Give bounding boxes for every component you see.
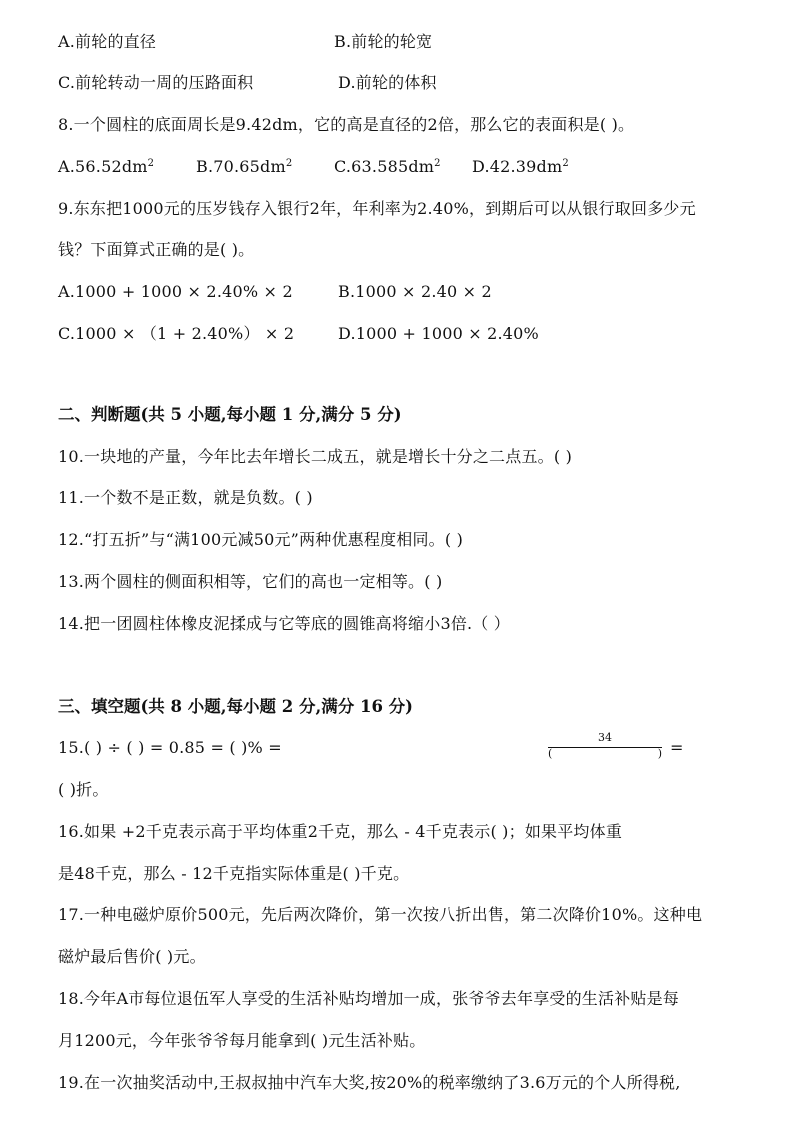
q15-fraction [548,731,662,761]
q9-option-c: C.1000 × （1 + 2.40%） × 2 [58,324,295,343]
q15-line-1: 15.( ) ÷ ( ) = 0.85 = ( )% = [58,738,282,757]
q7-option-d: D.前轮的体积 [338,73,437,92]
q15-fraction-denominator [548,748,662,760]
q8-option-c [334,157,441,177]
q18-line-2: 月1200元，今年张爷爷每月能拿到( )元生活补贴。 [58,1031,426,1050]
q8-stem: 8.一个圆柱的底面周长是9.42dm，它的高是直径的2倍，那么它的表面积是( )。 [58,115,635,134]
q8-option-a-exponent: 2 [147,158,155,169]
q15-line-2: ( )折。 [58,780,109,799]
q14: 14.把一团圆柱体橡皮泥揉成与它等底的圆锥高将缩小3倍.（ ） [58,614,510,633]
q13: 13.两个圆柱的侧面积相等，它们的高也一定相等。( ) [58,572,443,591]
section-2-title: 二、判断题(共 5 小题,每小题 1 分,满分 5 分) [58,405,402,424]
q7-option-c: C.前轮转动一周的压路面积 [58,73,254,92]
q8-option-b-text: B.70.65dm [196,157,286,176]
section-3-title: 三、填空题(共 8 小题,每小题 2 分,满分 16 分) [58,697,413,716]
q18-line-1: 18.今年A市每位退伍军人享受的生活补贴均增加一成，张爷爷去年享受的生活补贴是每 [58,989,680,1008]
q8-option-b [196,157,292,177]
q15-fraction-numerator: 34 [598,731,612,744]
q7-option-b: B.前轮的轮宽 [334,32,433,51]
q8-option-d-exponent: 2 [562,158,569,169]
q9-stem-line-2: 钱？下面算式正确的是( )。 [58,240,255,259]
q8-option-d [472,157,569,177]
q16-line-1: 16.如果 +2千克表示高于平均体重2千克，那么 - 4千克表示( )；如果平均体重 [58,822,623,841]
q9-stem-line-1: 9.东东把1000元的压岁钱存入银行2年，年利率为2.40%，到期后可以从银行取回多少元 [58,199,696,218]
q17-line-2: 磁炉最后售价( )元。 [58,947,206,966]
q8-option-b-exponent: 2 [285,158,293,169]
q17-line-1: 17.一种电磁炉原价500元，先后两次降价，第一次按八折出售，第二次降价10%。这种电 [58,905,703,924]
q10: 10.一块地的产量，今年比去年增长二成五，就是增长十分之二点五。( ) [58,447,573,466]
q9-option-a: A.1000 + 1000 × 2.40% × 2 [58,282,293,301]
q8-option-d-text: D.42.39dm [472,157,563,176]
q8-option-c-exponent: 2 [434,158,441,169]
q8-option-c-text: C.63.585dm [334,157,435,176]
q11: 11.一个数不是正数，就是负数。( ) [58,488,313,507]
q15-fraction-left-paren: ( [548,747,553,760]
q15-trailing-equals: = [670,738,684,757]
q15-fraction-right-paren: ) [657,747,662,760]
q7-option-a: A.前轮的直径 [58,32,157,51]
q16-line-2: 是48千克，那么 - 12千克指实际体重是( )千克。 [58,864,410,883]
q9-option-d: D.1000 + 1000 × 2.40% [338,324,539,343]
q19-line-1: 19.在一次抽奖活动中,王叔叔抽中汽车大奖,按20%的税率缴纳了3.6万元的个人所得税, [58,1073,681,1092]
q9-option-b: B.1000 × 2.40 × 2 [338,282,492,301]
q8-option-a-text: A.56.52dm [58,157,148,176]
q12: 12.“打五折”与“满100元减50元”两种优惠程度相同。( ) [58,530,464,549]
q8-option-a [58,157,154,177]
